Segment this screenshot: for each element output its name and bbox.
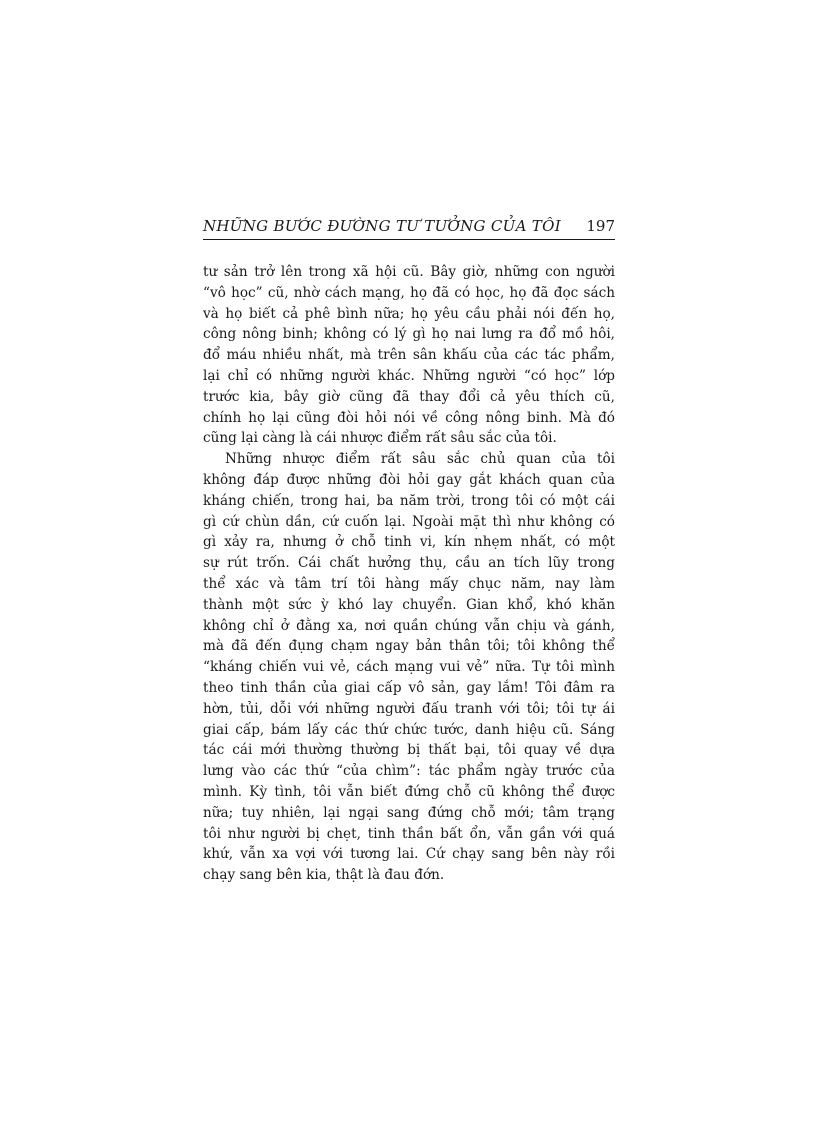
text-line: khứ, vẫn xa vợi với tương lai. Cứ chạy sang bên này rồi (203, 846, 615, 863)
text-line: trước kia, bây giờ cũng đã thay đổi cả yêu thích cũ, (203, 388, 615, 405)
text-line: gì cứ chùn dần, cứ cuốn lại. Ngoài mặt thì như không có (203, 513, 615, 530)
text-line: nữa; tuy nhiên, lại ngại sang đứng chỗ mới; tâm trạng (203, 804, 615, 821)
text-line: thành một sức ỳ khó lay chuyển. Gian khổ, khó khăn (203, 596, 615, 613)
body-text (203, 262, 615, 886)
text-line: tác cái mới thường thường bị thất bại, tôi quay về dựa (203, 742, 615, 759)
text-line: giai cấp, bám lấy các thứ chức tước, danh hiệu cũ. Sáng (203, 721, 615, 738)
text-line: gì xảy ra, nhưng ở chỗ tinh vi, kín nhẹm nhất, có một (203, 534, 615, 551)
page-number: 197 (586, 217, 615, 235)
text-line: không đáp được những đòi hỏi gay gắt khách quan của (203, 471, 615, 488)
text-line: lại chỉ có những người khác. Những người “có học” lớp (203, 367, 615, 384)
book-page (203, 0, 615, 1123)
paragraph-2 (203, 449, 615, 886)
text-line: Những nhược điểm rất sâu sắc chủ quan của tôi (225, 451, 615, 468)
text-line: “vô học” cũ, nhờ cách mạng, họ đã có học, họ đã đọc sách (203, 284, 615, 301)
text-line: và họ biết cả phê bình nữa; họ yêu cầu phải nói đến họ, (203, 305, 615, 322)
running-header (203, 217, 615, 240)
text-line: mà đã đến đụng chạm ngay bản thân tôi; tôi không thể (203, 638, 615, 655)
text-line: chạy sang bên kia, thật là đau đớn. (203, 867, 445, 884)
text-line: cũng lại càng là cái nhược điểm rất sâu sắc của tôi. (203, 430, 557, 447)
text-line: “kháng chiến vui vẻ, cách mạng vui vẻ” nữa. Tự tôi mình (203, 659, 615, 676)
text-line: kháng chiến, trong hai, ba năm trời, trong tôi có một cái (203, 492, 615, 509)
text-line: công nông binh; không có lý gì họ nai lưng ra đổ mồ hôi, (203, 326, 615, 343)
running-title: NHỮNG BƯỚC ĐƯỜNG TƯ TƯỞNG CỦA TÔI (203, 217, 561, 235)
text-line: lưng vào các thứ “của chìm”: tác phẩm ngày trước của (203, 763, 615, 780)
text-line: hờn, tủi, dỗi với những người đấu tranh với tôi; tôi tự ái (203, 700, 615, 717)
text-line: đổ máu nhiều nhất, mà trên sân khấu của các tác phẩm, (203, 347, 615, 364)
text-line: theo tinh thần của giai cấp vô sản, gay lắm! Tôi đâm ra (203, 679, 615, 696)
paragraph-1 (203, 262, 615, 449)
text-line: thể xác và tâm trí tôi hàng mấy chục năm, nay làm (203, 575, 615, 592)
text-line: tư sản trở lên trong xã hội cũ. Bây giờ, những con người (203, 264, 615, 280)
text-line: tôi như người bị chẹt, tinh thần bất ổn, vẫn gần với quá (203, 825, 615, 842)
text-line: không chỉ ở đằng xa, nơi quần chúng vẫn chịu và gánh, (203, 617, 615, 634)
text-line: mình. Kỳ tình, tôi vẫn biết đứng chỗ cũ không thể được (203, 783, 615, 800)
text-line: sự rút trốn. Cái chất hưởng thụ, cầu an tích lũy trong (203, 555, 615, 572)
text-line: chính họ lại cũng đòi hỏi nói về công nông binh. Mà đó (203, 409, 615, 426)
